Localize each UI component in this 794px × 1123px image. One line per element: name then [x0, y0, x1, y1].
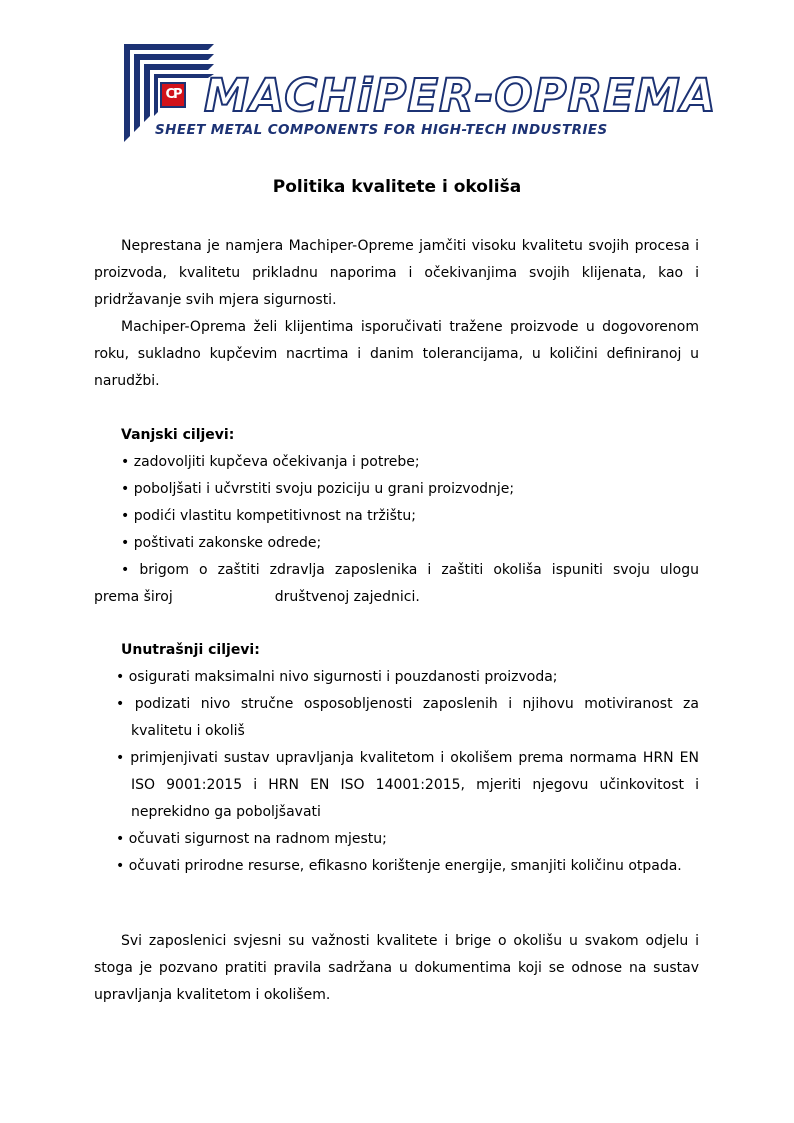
list-item: • očuvati sigurnost na radnom mjestu; [116, 831, 387, 847]
list-item: • brigom o zaštiti zdravlja zaposlenika i zaštiti okoliša ispuniti svoju ulogu [121, 562, 699, 578]
list-item: • poštivati zakonske odrede; [121, 535, 322, 551]
logo-tagline: SHEET METAL COMPONENTS FOR HIGH-TECH INDUSTRIES [155, 122, 608, 138]
list-item-text: brigom o zaštiti zdravlja zaposlenika i zaštiti okoliša ispuniti svoju ulogu [139, 562, 699, 578]
intro-paragraph-2: Machiper-Oprema želi klijentima isporučivati tražene proizvode u dogovorenom roku, sukladno kupčevim nacrtima i danim tolerancijama, u količini definiranoj u narudžbi. [94, 319, 699, 389]
list-item-text: poboljšati i učvrstiti svoju poziciju u grani proizvodnje; [133, 481, 515, 497]
external-goals-heading: Vanjski ciljevi: [121, 427, 235, 443]
list-item: • zadovoljiti kupčeva očekivanja i potrebe; [121, 454, 420, 470]
list-item: • očuvati prirodne resurse, efikasno korištenje energije, smanjiti količinu otpada. [116, 858, 682, 874]
list-item: • podići vlastitu kompetitivnost na tržištu; [121, 508, 417, 524]
list-item-text: društvenoj zajednici. [274, 589, 420, 605]
closing-paragraph: Svi zaposlenici svjesni su važnosti kvalitete i brige o okolišu u svakom odjelu i stoga je pozvano pratiti pravila sadržana u dokumentima koji se odnose na sustav upravljanja kvalitetom i okolišem. [94, 933, 699, 1003]
page-title: Politika kvalitete i okoliša [272, 177, 522, 197]
list-item-text: primjenjivati sustav upravljanja kvalitetom i okolišem prema normama HRN EN ISO 9001:2015 i HRN EN ISO 14001:2015, mjeriti njegovu učinkovitost i neprekidno ga poboljšavati [130, 750, 699, 820]
list-item-text: očuvati prirodne resurse, efikasno korištenje energije, smanjiti količinu otpada. [128, 858, 682, 874]
company-logo [124, 44, 720, 142]
list-item: • primjenjivati sustav upravljanja kvalitetom i okolišem prema normama HRN EN ISO 9001:2015 i HRN EN ISO 14001:2015, mjeriti njegovu učinkovitost i neprekidno ga poboljšavati [116, 750, 699, 820]
list-item-text: podizati nivo stručne osposobljenosti zaposlenih i njihovu motiviranost za kvalitetu i okoliš [131, 696, 699, 739]
logo-company-name: MACHiPER-OPREMA [204, 69, 717, 122]
intro-paragraph-1: Neprestana je namjera Machiper-Opreme jamčiti visoku kvalitetu svojih procesa i proizvoda, kvalitetu prikladnu naporima i očekivanjima svojih klijenata, kao i pridržavanje svih mjera sigurnosti. [94, 238, 699, 308]
list-item-text: poštivati zakonske odrede; [133, 535, 322, 551]
list-item: • poboljšati i učvrstiti svoju poziciju u grani proizvodnje; [121, 481, 515, 497]
list-item-continuation [94, 584, 672, 611]
list-item-text: osigurati maksimalni nivo sigurnosti i pouzdanosti proizvoda; [128, 669, 558, 685]
list-item-text: zadovoljiti kupčeva očekivanja i potrebe; [133, 454, 420, 470]
list-item: • podizati nivo stručne osposobljenosti zaposlenih i njihovu motiviranost za kvalitetu i okoliš [116, 696, 699, 739]
list-item-text: podići vlastitu kompetitivnost na tržištu; [133, 508, 417, 524]
internal-goals-heading: Unutrašnji ciljevi: [121, 642, 260, 658]
list-item-text: prema široj [94, 589, 173, 605]
list-item: • osigurati maksimalni nivo sigurnosti i pouzdanosti proizvoda; [116, 669, 558, 685]
list-item-text: očuvati sigurnost na radnom mjestu; [128, 831, 387, 847]
logo-mark-icon: CP [160, 82, 186, 108]
